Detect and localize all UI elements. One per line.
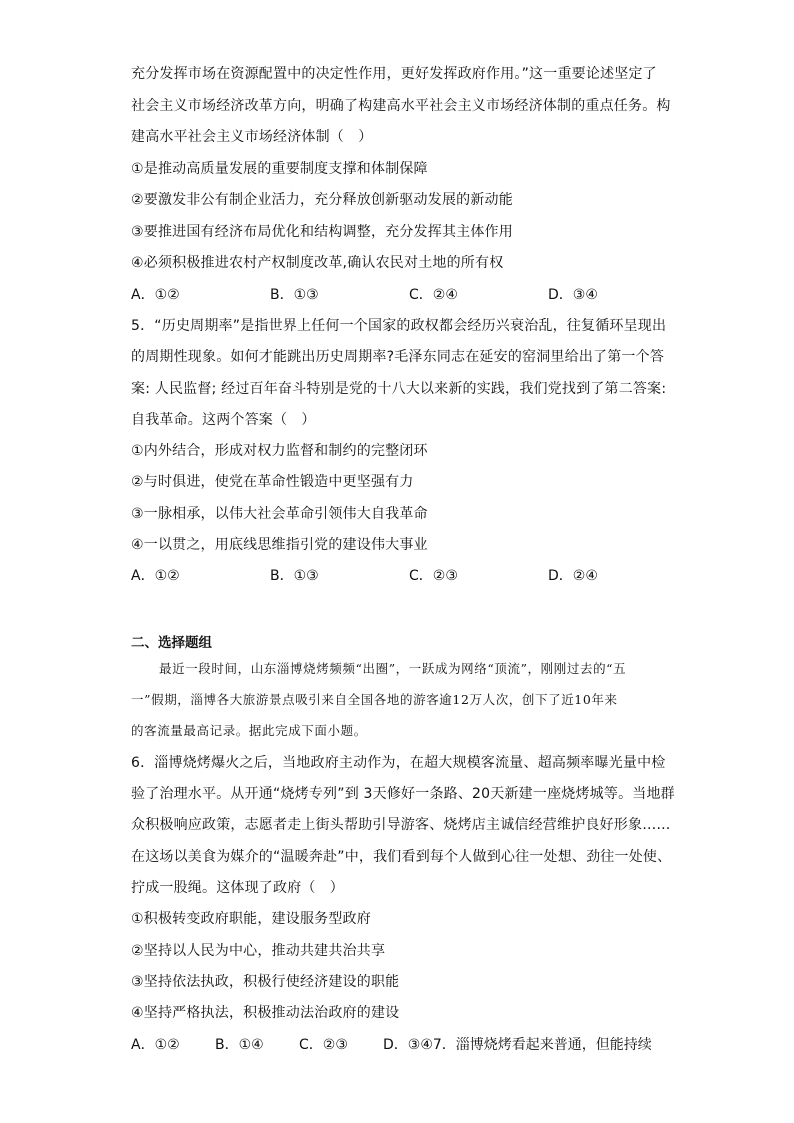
q5-stem-line-4: 自我革命。这两个答案（ ）	[131, 412, 316, 428]
q5-option-c[interactable]: C．②③	[409, 568, 458, 584]
q4-item-2: ②要激发非公有制企业活力，充分释放创新驱动发展的新动能	[131, 192, 513, 208]
q4-option-d[interactable]: D．③④	[548, 287, 598, 303]
q6-stem-line-3: 众积极响应政策，志愿者走上街头帮助引导游客、烧烤店主诚信经营维护良好形象……	[131, 817, 671, 833]
q5-option-b[interactable]: B．①③	[270, 568, 319, 584]
q4-option-b[interactable]: B．①③	[270, 287, 319, 303]
q7-stem-start: 7．淄博烧烤看起来普通，但能持续	[432, 1037, 652, 1053]
q5-stem-line-3: 案: 人民监督; 经过百年奋斗特别是党的十八大以来新的实践，我们党找到了第二答案:	[131, 381, 667, 397]
q6-item-3: ③坚持依法执政，积极行使经济建设的职能	[131, 974, 400, 990]
q4-stem-line-3: 建高水平社会主义市场经济体制（ ）	[131, 129, 373, 145]
q6-item-2: ②坚持以人民为中心，推动共建共治共享	[131, 943, 386, 959]
q4-item-3: ③要推进国有经济布局优化和结构调整，充分发挥其主体作用	[131, 224, 513, 240]
passage-line-2: 一”假期，淄博各大旅游景点吸引来自全国各地的游客逾12万人次，创下了近10年来	[131, 692, 618, 707]
q5-stem-line-2: 的周期性现象。如何才能跳出历史周期率?毛泽东同志在延安的窑洞里给出了第一个答	[131, 349, 665, 365]
q5-item-2: ②与时俱进，使党在革命性锻造中更坚强有力	[131, 474, 414, 490]
q6-item-1: ①积极转变政府职能，建设服务型政府	[131, 911, 371, 927]
q6-stem-line-4: 在这场以美食为媒介的“温暖奔赴”中，我们看到每个人做到心往一处想、劲往一处使、	[131, 849, 672, 865]
q4-stem-line-2: 社会主义市场经济改革方向，明确了构建高水平社会主义市场经济体制的重点任务。构	[131, 98, 671, 114]
passage-line-1: 最近一段时间，山东淄博烧烤频频“出圈”，一跃成为网络“顶流”，刚刚过去的“五	[159, 661, 627, 676]
q6-stem-line-1: 6．淄博烧烤爆火之后，当地政府主动作为，在超大规模客流量、超高频率曝光量中检	[131, 755, 666, 771]
q5-option-a[interactable]: A．①②	[131, 568, 180, 584]
q5-item-3: ③一脉相承，以伟大社会革命引领伟大自我革命	[131, 506, 428, 522]
q5-options	[131, 566, 598, 586]
q6-option-a[interactable]: A．①②	[131, 1037, 180, 1053]
section-heading: 二、选择题组	[131, 635, 212, 651]
q6-stem-line-2: 验了治理水平。从开通“烧烤专列”到 3天修好一条路、20天新建一座烧烤城等。当地群	[131, 786, 675, 802]
q4-option-a[interactable]: A．①②	[131, 287, 180, 303]
q5-item-1: ①内外结合，形成对权力监督和制约的完整闭环	[131, 443, 428, 459]
q6-option-c[interactable]: C．②③	[299, 1037, 348, 1053]
q5-item-4: ④一以贯之，用底线思维指引党的建设伟大事业	[131, 537, 428, 553]
q4-options	[131, 285, 598, 305]
q5-option-d[interactable]: D．②④	[548, 568, 598, 584]
q4-item-1: ①是推动高质量发展的重要制度支撑和体制保障	[131, 161, 428, 177]
q4-item-4: ④必须积极推进农村产权制度改革,确认农民对土地的所有权	[131, 255, 504, 271]
q6-option-b[interactable]: B．①④	[215, 1037, 264, 1053]
q6-stem-line-5: 拧成一股绳。这体现了政府（ ）	[131, 880, 344, 896]
q6-option-d[interactable]: D．③④	[383, 1037, 433, 1053]
q6-options	[131, 1035, 652, 1055]
q4-stem-line-1: 充分发挥市场在资源配置中的决定性作用，更好发挥政府作用。”这一重要论述坚定了	[131, 66, 657, 82]
passage-line-3: 的客流量最高记录。据此完成下面小题。	[131, 723, 367, 738]
q6-item-4: ④坚持严格执法，积极推动法治政府的建设	[131, 1005, 400, 1021]
q4-option-c[interactable]: C．②④	[409, 287, 458, 303]
q5-stem-line-1: 5．“历史周期率”是指世界上任何一个国家的政权都会经历兴衰治乱，往复循环呈现出	[131, 318, 667, 334]
